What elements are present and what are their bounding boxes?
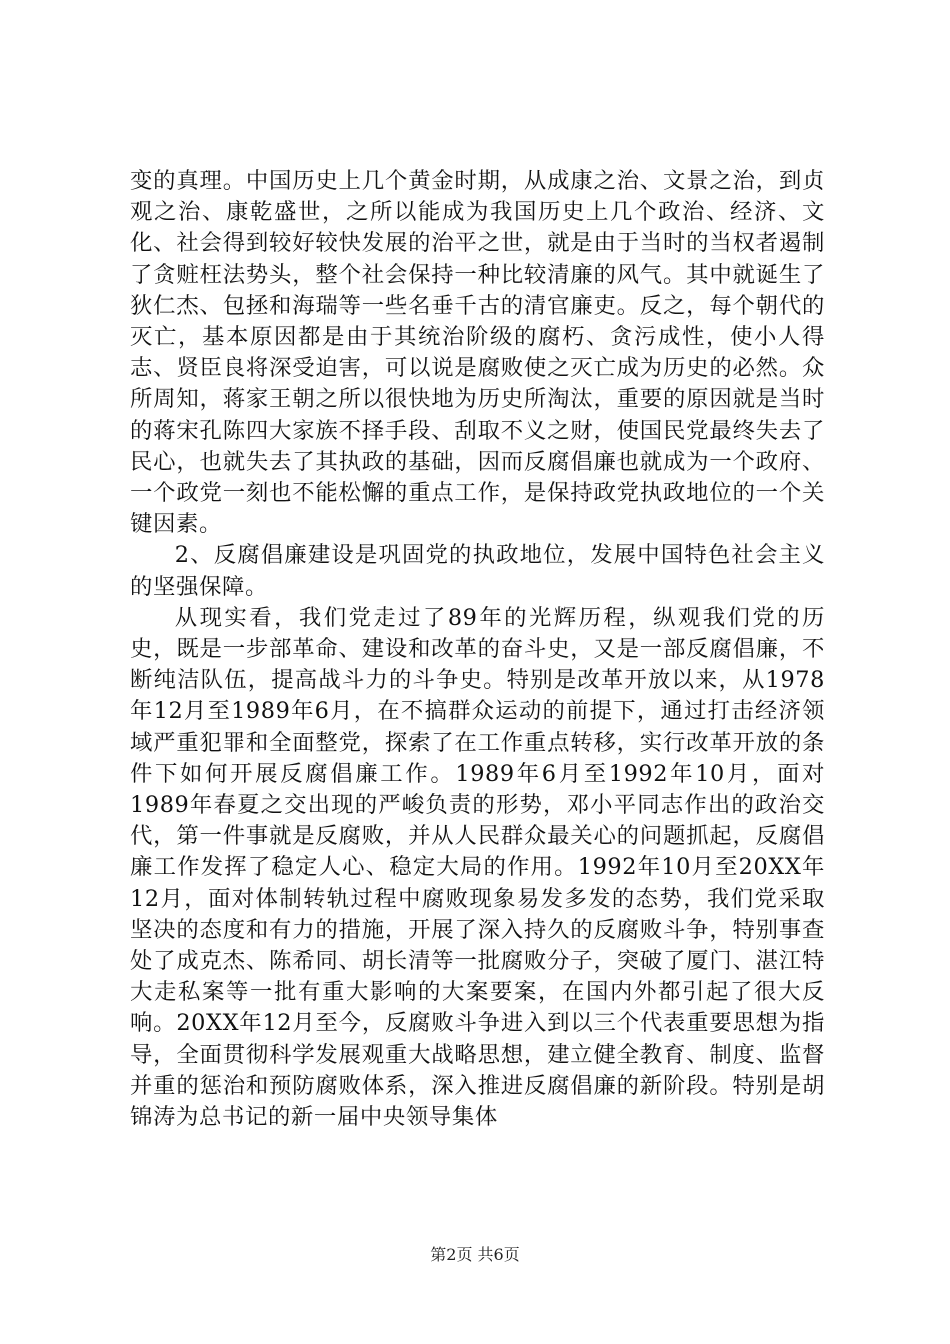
document-body (130, 166, 825, 1133)
paragraph-reality: 从现实看，我们党走过了89年的光辉历程，纵观我们党的历史，既是一步部革命、建设和改革的奋斗史，又是一部反腐倡廉，不断纯洁队伍，提高战斗力的斗争史。特别是改革开放以来，从1978年12月至1989年6月，在不搞群众运动的前提下，通过打击经济领域严重犯罪和全面整党，探索了在工作重点转移，实行改革开放的条件下如何开展反腐倡廉工作。1989年6月至1992年10月，面对1989年春夏之交出现的严峻负责的形势，邓小平同志作出的政治交代，第一件事就是反腐败，并从人民群众最关心的问题抓起，反腐倡廉工作发挥了稳定人心、稳定大局的作用。1992年10月至20XX年12月，面对体制转轨过程中腐败现象易发多发的态势，我们党采取坚决的态度和有力的措施，开展了深入持久的反腐败斗争，特别事查处了成克杰、陈希同、胡长清等一批腐败分子，突破了厦门、湛江特大走私案等一批有重大影响的大案要案，在国内外都引起了很大反响。20XX年12月至今，反腐败斗争进入到以三个代表重要思想为指导，全面贯彻科学发展观重大战略思想，建立健全教育、制度、监督并重的惩治和预防腐败体系，深入推进反腐倡廉的新阶段。特别是胡锦涛为总书记的新一届中央领导集体 (130, 604, 825, 1131)
paragraph-continued: 变的真理。中国历史上几个黄金时期，从成康之治、文景之治，到贞观之治、康乾盛世，之所以能成为我国历史上几个政治、经济、文化、社会得到较好较快发展的治平之世，就是由于当时的当权者遏制了贪赃枉法势头，整个社会保持一种比较清廉的风气。其中就诞生了狄仁杰、包拯和海瑞等一些名垂千古的清官廉吏。反之，每个朝代的灭亡，基本原因都是由于其统治阶级的腐朽、贪污成性，使小人得志、贤臣良将深受迫害，可以说是腐败使之灭亡成为历史的必然。众所周知，蒋家王朝之所以很快地为历史所淘汰，重要的原因就是当时的蒋宋孔陈四大家族不择手段、刮取不义之财，使国民党最终失去了民心，也就失去了其执政的基础，因而反腐倡廉也就成为一个政府、一个政党一刻也不能松懈的重点工作，是保持政党执政地位的一个关键因素。 (130, 168, 825, 538)
page-footer: 第2页 共6页 (430, 1245, 520, 1264)
paragraph-heading-2: 2、反腐倡廉建设是巩固党的执政地位，发展中国特色社会主义的坚强保障。 (130, 542, 825, 600)
